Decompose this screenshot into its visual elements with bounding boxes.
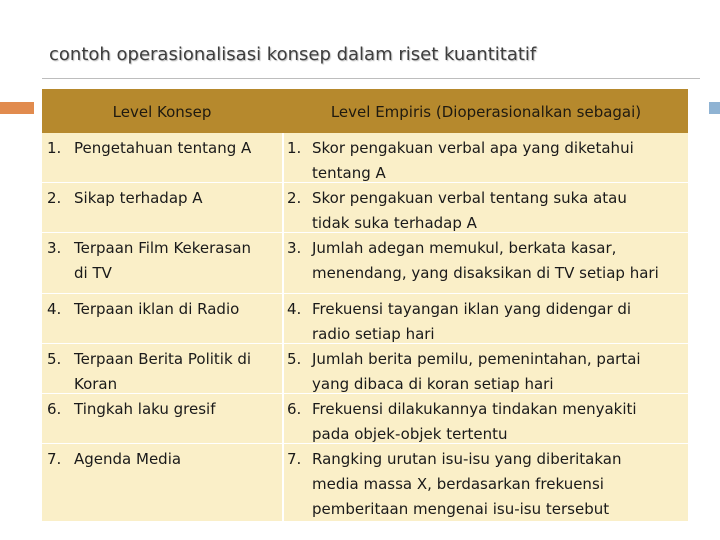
empirical-item-7	[287, 447, 622, 522]
empirical-item-text-continuation: menendang, yang disaksikan di TV setiap hari	[312, 264, 659, 282]
empirical-item-3	[287, 236, 659, 286]
empirical-item-5	[287, 347, 641, 397]
concept-item-text-continuation: di TV	[74, 264, 112, 282]
concept-item-text: Sikap terhadap A	[74, 189, 203, 207]
empirical-item-number: 2.	[287, 189, 302, 207]
empirical-item-number: 4.	[287, 300, 302, 318]
empirical-item-text-continuation: media massa X, berdasarkan frekuensi	[312, 475, 604, 493]
empirical-item-text: Rangking urutan isu-isu yang diberitakan	[312, 450, 622, 468]
concept-item-number: 4.	[47, 300, 62, 318]
empirical-item-text-continuation: yang dibaca di koran setiap hari	[312, 375, 554, 393]
empirical-item-4	[287, 297, 631, 347]
concept-item-text-continuation: Koran	[74, 375, 118, 393]
empirical-item-text: Frekuensi dilakukannya tindakan menyakiti	[312, 400, 637, 418]
concept-item-number: 2.	[47, 189, 62, 207]
empirical-item-text-continuation: pada objek-objek tertentu	[312, 425, 508, 443]
concept-item-6	[47, 397, 216, 422]
concept-item-text: Terpaan iklan di Radio	[74, 300, 240, 318]
empirical-item-text: Jumlah adegan memukul, berkata kasar,	[312, 239, 617, 257]
empirical-item-number: 3.	[287, 239, 302, 257]
empirical-item-number: 5.	[287, 350, 302, 368]
slide-title: contoh operasionalisasi konsep dalam riset kuantitatif	[49, 44, 537, 65]
concept-item-number: 7.	[47, 450, 62, 468]
right-accent-bar	[709, 102, 720, 114]
empirical-item-number: 1.	[287, 139, 302, 157]
concept-item-7	[47, 447, 181, 472]
concept-item-text: Tingkah laku gresif	[74, 400, 216, 418]
concept-item-number: 1.	[47, 139, 62, 157]
empirical-item-text-continuation: radio setiap hari	[312, 325, 435, 343]
empirical-item-text: Jumlah berita pemilu, pemenintahan, partai	[312, 350, 641, 368]
empirical-item-6	[287, 397, 637, 447]
empirical-item-text-continuation: tidak suka terhadap A	[312, 214, 477, 232]
table-header	[42, 89, 688, 133]
concept-item-number: 6.	[47, 400, 62, 418]
empirical-item-text-continuation: tentang A	[312, 164, 386, 182]
header-empirical-level: Level Empiris (Dioperasionalkan sebagai)	[330, 103, 642, 121]
empirical-item-text: Skor pengakuan verbal tentang suka atau	[312, 189, 627, 207]
concept-item-5	[47, 347, 251, 397]
header-concept-level: Level Konsep	[112, 103, 212, 121]
concept-item-number: 3.	[47, 239, 62, 257]
concept-item-text: Pengetahuan tentang A	[74, 139, 252, 157]
concept-item-1	[47, 136, 251, 161]
empirical-item-text: Skor pengakuan verbal apa yang diketahui	[312, 139, 634, 157]
column-divider	[282, 133, 284, 521]
concept-item-text: Terpaan Film Kekerasan	[74, 239, 252, 257]
concept-item-text: Terpaan Berita Politik di	[74, 350, 252, 368]
concept-item-text: Agenda Media	[74, 450, 182, 468]
empirical-item-number: 7.	[287, 450, 302, 468]
row-divider	[42, 293, 688, 294]
empirical-item-number: 6.	[287, 400, 302, 418]
title-divider	[42, 78, 700, 79]
empirical-item-1	[287, 136, 634, 186]
concept-operationalization-table	[42, 89, 688, 521]
concept-item-3	[47, 236, 251, 286]
empirical-item-text: Frekuensi tayangan iklan yang didengar di	[312, 300, 632, 318]
left-accent-bar	[0, 102, 34, 114]
empirical-item-2	[287, 186, 627, 236]
concept-item-number: 5.	[47, 350, 62, 368]
concept-item-4	[47, 297, 239, 322]
empirical-item-text-continuation: pemberitaan mengenai isu-isu tersebut	[312, 500, 610, 518]
concept-item-2	[47, 186, 203, 211]
